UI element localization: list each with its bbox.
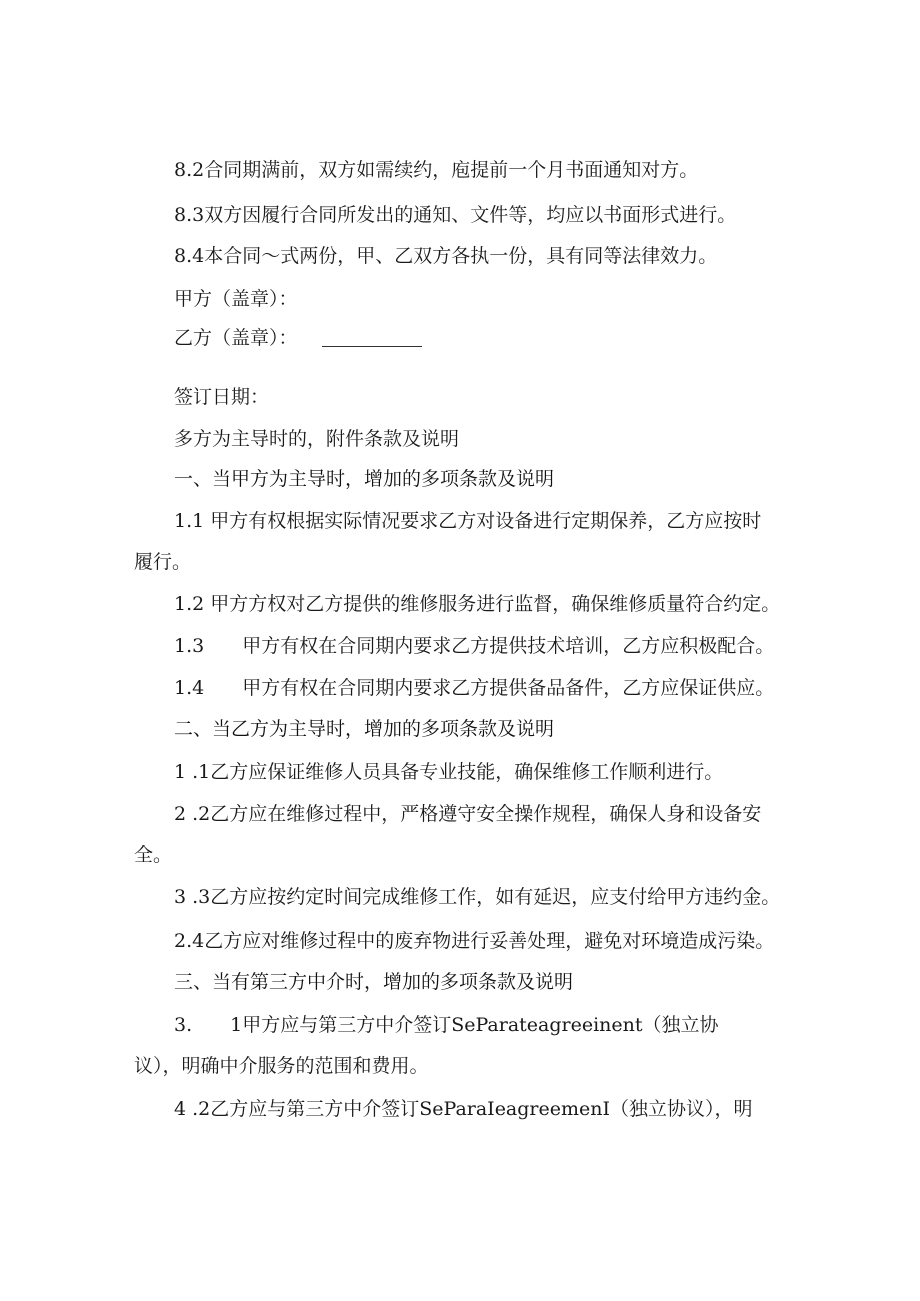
- clause-b-2-2-line1: 2 .2乙方应在维修过程中，严格遵守安全操作规程，确保人身和设备安: [174, 803, 762, 825]
- party-a-seal-label: 甲方（盖章）：: [174, 288, 298, 310]
- clause-1-3: 1.3 甲方有权在合同期内要求乙方提供技术培训，乙方应积极配合。: [174, 635, 775, 657]
- clause-c-3-1-line1: 3. 1甲方应与第三方中介签订SeParateagreeinent（独立协: [174, 1014, 719, 1036]
- signing-date-label: 签订日期：: [174, 386, 270, 408]
- section-heading-party-b: 二、当乙方为主导时，增加的多项条款及说明: [174, 718, 555, 740]
- party-b-signature-line: [322, 346, 422, 347]
- clause-b-2-4: 2.4乙方应对维修过程中的废弃物进行妥善处理，避免对环境造成污染。: [174, 930, 775, 952]
- clause-8-2: 8.2合同期满前，双方如需续约，庖提前一个月书面通知对方。: [174, 159, 699, 181]
- clause-1-1-line1: 1.1 甲方有权根据实际情况要求乙方对设备进行定期保养，乙方应按时: [174, 510, 762, 532]
- clause-8-4: 8.4本合同～式两份，甲、乙双方各执一份，具有同等法律效力。: [174, 245, 718, 267]
- party-b-seal-label: 乙方（盖章）：: [174, 327, 298, 349]
- section-heading-third-party: 三、当有第三方中介时，增加的多项条款及说明: [174, 971, 574, 993]
- section-heading-party-a: 一、当甲方为主导时，增加的多项条款及说明: [174, 468, 555, 490]
- appendix-intro: 多方为主导时的，附件条款及说明: [174, 428, 460, 450]
- clause-8-3: 8.3双方因履行合同所发出的通知、文件等，均应以书面形式进行。: [174, 204, 737, 226]
- clause-1-4: 1.4 甲方有权在合同期内要求乙方提供备品备件，乙方应保证供应。: [174, 677, 775, 699]
- clause-b-2-2-line2: 全。: [134, 844, 173, 866]
- clause-b-1-1: 1 .1乙方应保证维修人员具备专业技能，确保维修工作顺利进行。: [174, 761, 724, 783]
- clause-1-1-line2: 履行。: [134, 551, 192, 573]
- clause-b-3-3: 3 .3乙方应按约定时间完成维修工作，如有延迟，应支付给甲方违约金。: [174, 886, 781, 908]
- clause-c-3-1-line2: 议），明确中介服务的范围和费用。: [134, 1055, 429, 1077]
- clause-c-4-2: 4 .2乙方应与第三方中介签订SeParaIeagreemenI（独立协议），明: [174, 1098, 753, 1120]
- clause-1-2: 1.2 甲方方权对乙方提供的维修服务进行监督，确保维修质量符合约定。: [174, 593, 781, 615]
